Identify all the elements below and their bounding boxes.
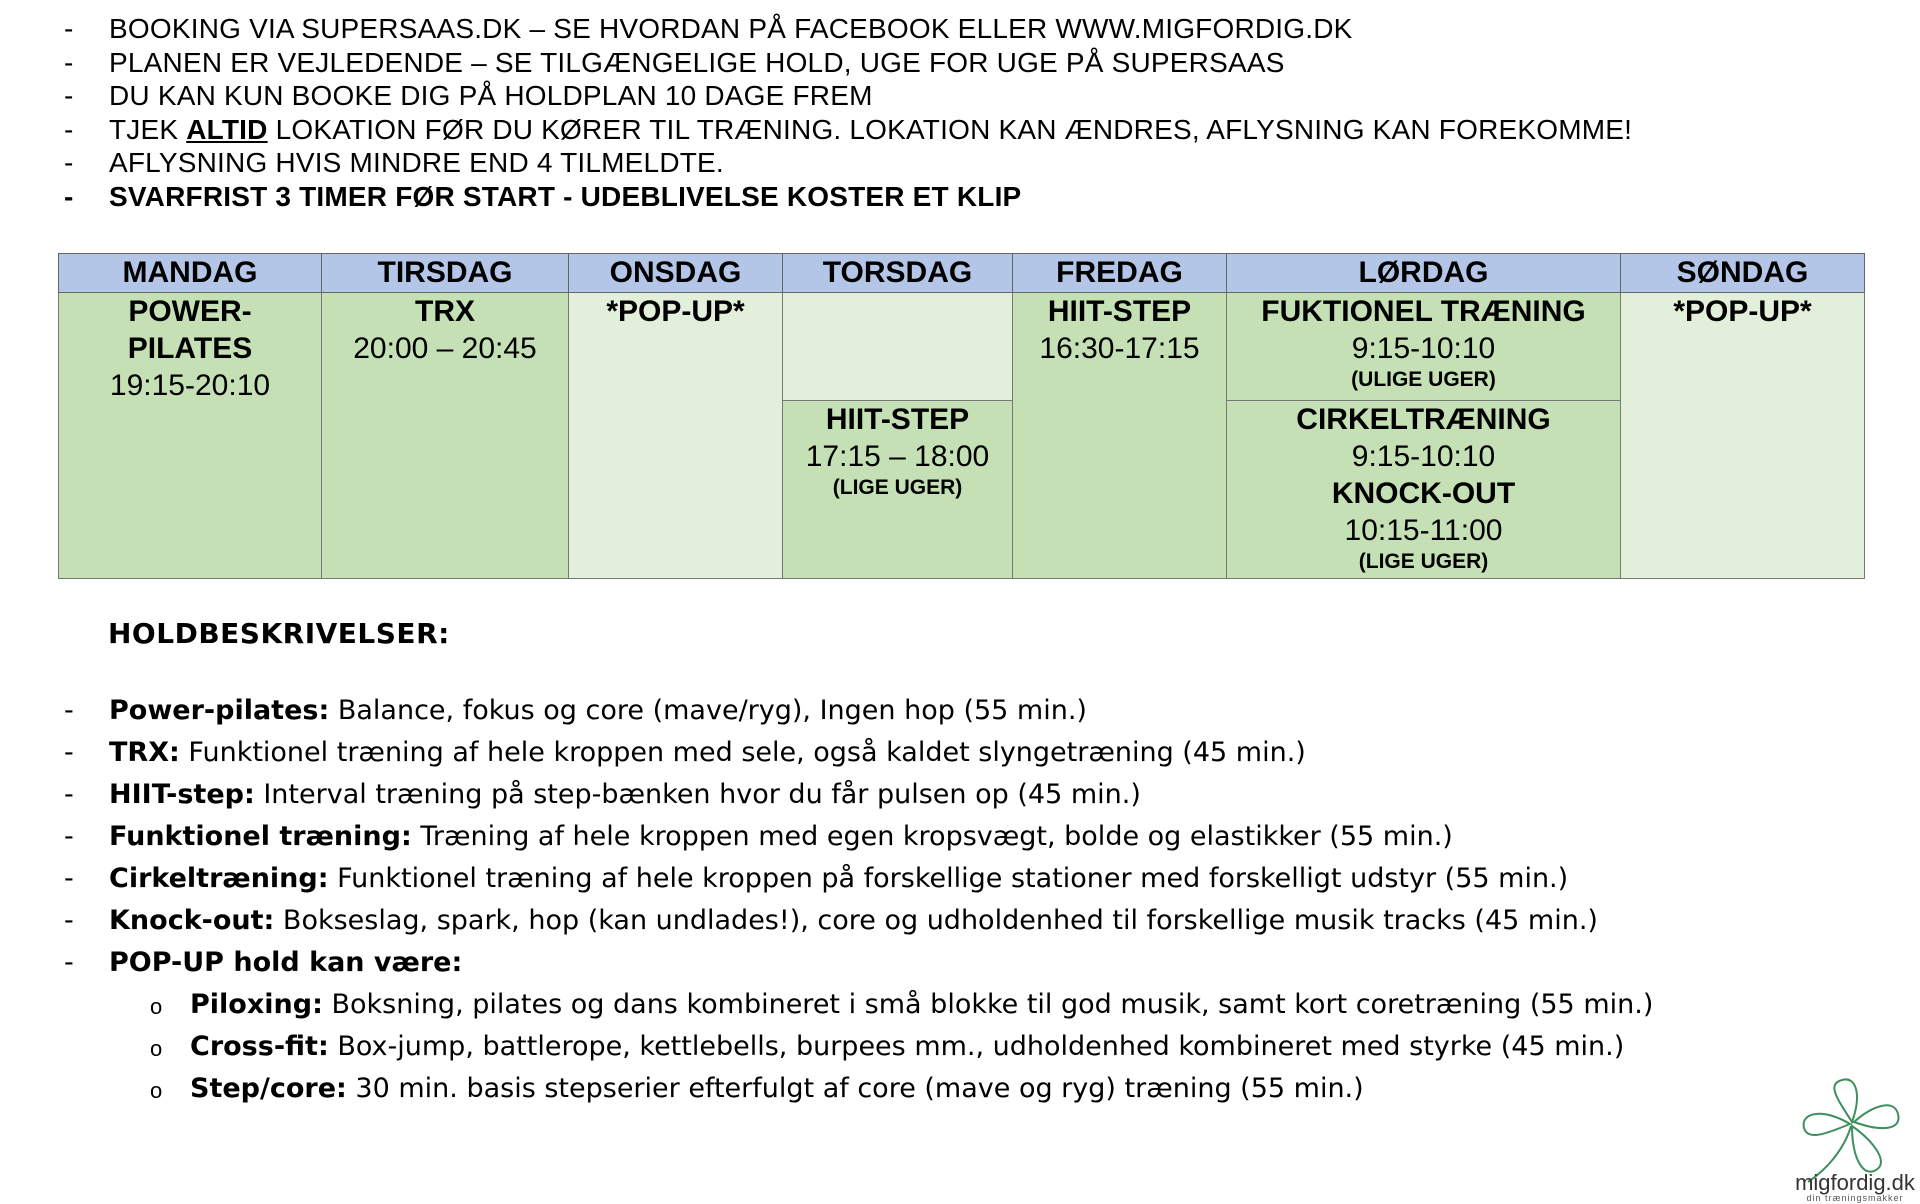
day-header-tuesday: TIRSDAG [322, 254, 569, 293]
cell-monday [59, 293, 322, 579]
popup-text: 30 min. basis stepserier efterfulgt af core (mave og ryg) træning (55 min.) [346, 1073, 1364, 1104]
cell-sunday [1621, 293, 1865, 579]
note-cancellation: - AFLYSNING HVIS MINDRE END 4 TILMELDTE. [64, 146, 1864, 180]
info-notes [64, 12, 1864, 213]
saturday-bottom-class-time-1: 9:15-10:10 [1351, 440, 1496, 473]
monday-class-time: 19:15-20:10 [109, 369, 271, 402]
note-location [64, 113, 1864, 147]
friday-class-name: HIIT-STEP [1047, 295, 1192, 328]
note-deadline: - SVARFRIST 3 TIMER FØR START - UDEBLIVELSE KOSTER ET KLIP [64, 180, 1864, 214]
popup-term: Piloxing: [190, 989, 323, 1020]
descriptions-heading: HOLDBESKRIVELSER: [108, 617, 450, 650]
monday-class-name-2: PILATES [127, 332, 253, 365]
thursday-weeks: (LIGE UGER) [832, 476, 963, 499]
tuesday-class-time: 20:00 – 20:45 [353, 332, 537, 365]
description-text: Bokseslag, spark, hop (kan undlades!), core og udholdenhed til forskellige musik tracks (45 min.) [274, 905, 1598, 936]
description-item [64, 942, 1598, 984]
logo-tagline: din træningsmakker [1806, 1193, 1904, 1203]
description-term: Power-pilates: [109, 695, 330, 726]
day-header-wednesday: ONSDAG [569, 254, 783, 293]
cell-thursday [783, 401, 1013, 579]
description-term: Knock-out: [109, 905, 275, 936]
sunday-class-name: *POP-UP* [1673, 295, 1812, 328]
saturday-bottom-class-name-2: KNOCK-OUT [1331, 477, 1516, 510]
note-booking: - BOOKING VIA SUPERSAAS.DK – SE HVORDAN PÅ FACEBOOK ELLER WWW.MIGFORDIG.DK [64, 12, 1864, 46]
cell-tuesday [322, 293, 569, 579]
popup-text: Box-jump, battlerope, kettlebells, burpees mm., udholdenhed kombineret med styrke (45 min.) [328, 1031, 1625, 1062]
note-plan: - PLANEN ER VEJLEDENDE – SE TILGÆNGELIGE HOLD, UGE FOR UGE PÅ SUPERSAAS [64, 46, 1864, 80]
cell-saturday-top [1227, 293, 1621, 401]
weekly-schedule-table [58, 253, 1865, 579]
note-booking-window: - DU KAN KUN BOOKE DIG PÅ HOLDPLAN 10 DAGE FREM [64, 79, 1864, 113]
cell-thursday-empty [783, 293, 1013, 401]
saturday-top-class-time: 9:15-10:10 [1351, 332, 1496, 365]
description-text: Funktionel træning af hele kroppen med sele, også kaldet slyngetræning (45 min.) [179, 737, 1306, 768]
popup-term: Step/core: [190, 1073, 347, 1104]
day-header-sunday: SØNDAG [1621, 254, 1865, 293]
schedule-header-row [59, 254, 1865, 293]
description-text: Funktionel træning af hele kroppen på forskellige stationer med forskelligt udstyr (55 min.) [328, 863, 1569, 894]
schedule-row-1 [59, 293, 1865, 401]
popup-item [148, 1068, 1653, 1110]
description-text: Interval træning på step-bænken hvor du får pulsen op (45 min.) [254, 779, 1141, 810]
description-term: TRX: [109, 737, 180, 768]
friday-class-time: 16:30-17:15 [1039, 332, 1200, 365]
description-term: Cirkeltræning: [109, 863, 329, 894]
wednesday-class-name: *POP-UP* [606, 295, 745, 328]
saturday-bottom-weeks: (LIGE UGER) [1358, 550, 1489, 573]
description-term: Funktionel træning: [109, 821, 412, 852]
thursday-class-name: HIIT-STEP [825, 403, 970, 436]
description-item [64, 816, 1598, 858]
saturday-bottom-class-time-2: 10:15-11:00 [1344, 514, 1503, 547]
description-term: POP-UP hold kan være: [109, 947, 463, 978]
description-item [64, 858, 1598, 900]
description-item [64, 690, 1598, 732]
note-location-post: LOKATION FØR DU KØRER TIL TRÆNING. LOKATION KAN ÆNDRES, AFLYSNING KAN FOREKOMME! [267, 113, 1633, 145]
tuesday-class-name: TRX [415, 295, 475, 328]
logo-name: migfordig.dk [1795, 1170, 1915, 1195]
day-header-saturday: LØRDAG [1227, 254, 1621, 293]
popup-term: Cross-fit: [190, 1031, 329, 1062]
description-text: Træning af hele kroppen med egen kropsvægt, bolde og elastikker (55 min.) [411, 821, 1453, 852]
description-term: HIIT-step: [109, 779, 255, 810]
saturday-bottom-class-name-1: CIRKELTRÆNING [1296, 403, 1551, 436]
day-header-thursday: TORSDAG [783, 254, 1013, 293]
popup-class-list [148, 984, 1653, 1110]
cell-wednesday [569, 293, 783, 579]
thursday-class-time: 17:15 – 18:00 [805, 440, 990, 473]
class-descriptions [64, 690, 1598, 984]
saturday-top-class-name: FUKTIONEL TRÆNING [1261, 295, 1586, 328]
note-location-pre: TJEK [109, 113, 187, 145]
description-item [64, 732, 1598, 774]
monday-class-name-1: POWER- [128, 295, 252, 328]
day-header-friday: FREDAG [1013, 254, 1227, 293]
popup-item [148, 984, 1653, 1026]
popup-item [148, 1026, 1653, 1068]
saturday-top-weeks: (ULIGE UGER) [1351, 368, 1496, 391]
day-header-monday: MANDAG [59, 254, 322, 293]
cell-saturday-bottom [1227, 401, 1621, 579]
note-location-emphasis: ALTID [186, 113, 268, 145]
description-item [64, 774, 1598, 816]
popup-text: Boksning, pilates og dans kombineret i små blokke til god musik, samt kort coretræning (55 min.) [322, 989, 1654, 1020]
description-item [64, 900, 1598, 942]
description-text: Balance, fokus og core (mave/ryg), Ingen hop (55 min.) [329, 695, 1087, 726]
cell-friday [1013, 293, 1227, 579]
